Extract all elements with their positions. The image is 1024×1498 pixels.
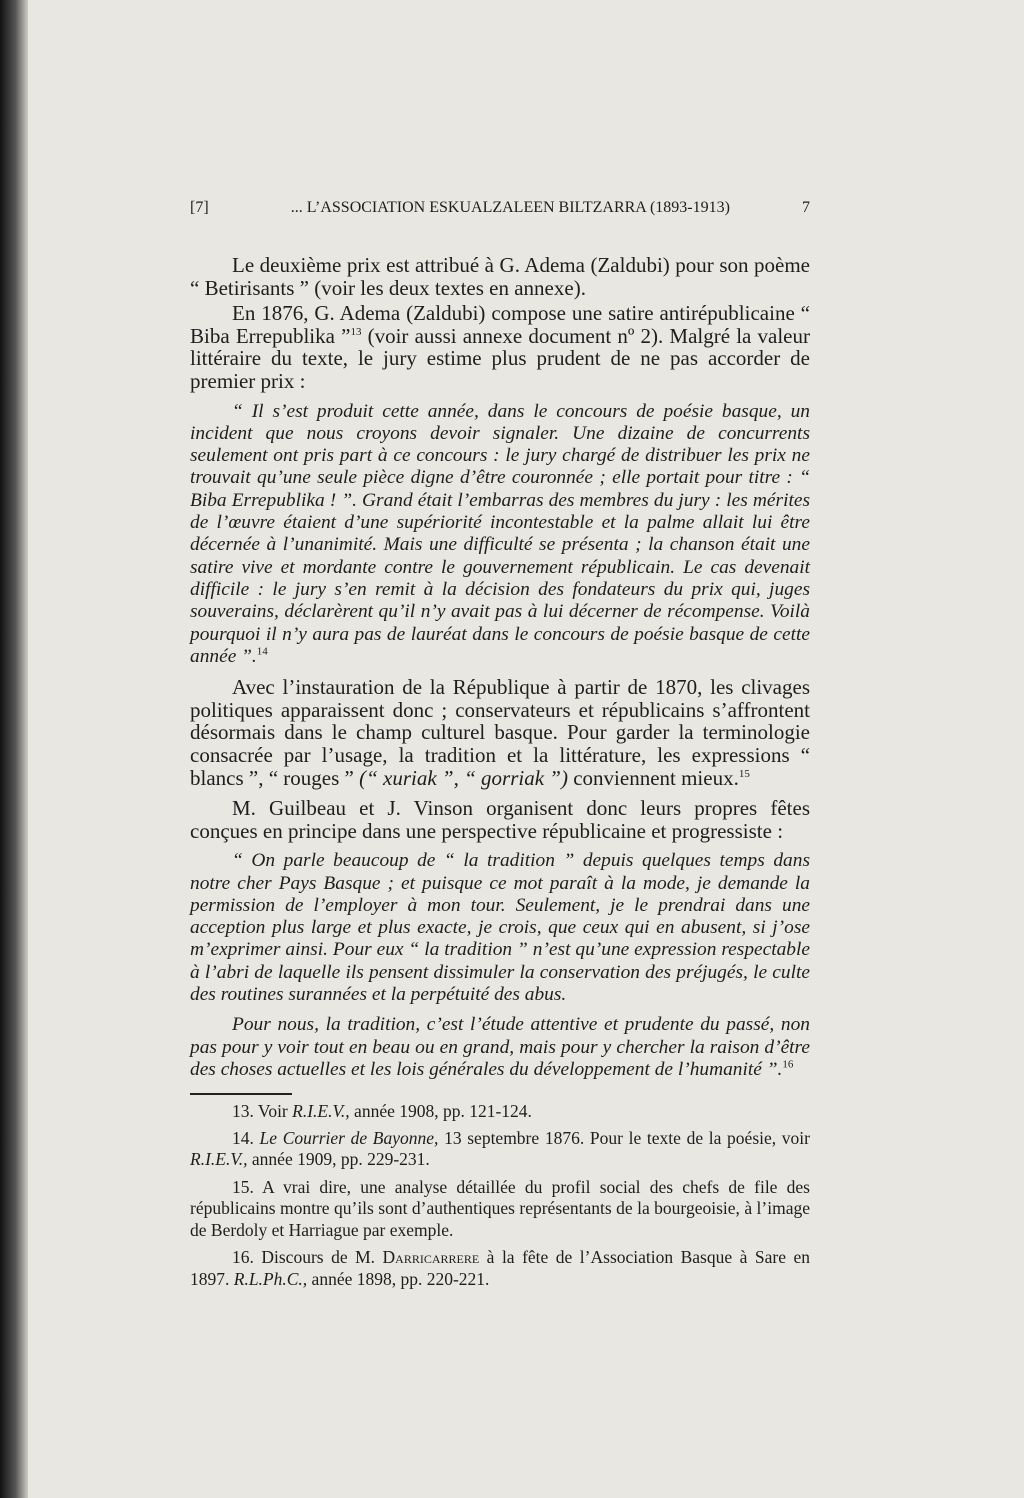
paragraph-text: Le deuxième prix est attribué à G. Adema (Zaldubi) pour son poème “ Betirisants ” (voir les deux textes en annexe). bbox=[190, 253, 810, 300]
text: Avec l’instauration de la République à partir de 1870, les clivages politiques apparaissent donc ; conservateurs et républicains s’affrontent désormais dans le champ culturel basque. Pour garder la terminologie consacrée par l’usage, la tradition et la littérature, les expressions “ blancs ”, “ rouges ” bbox=[190, 675, 810, 790]
paragraph-1 bbox=[190, 254, 810, 299]
footnote-ref: 16 bbox=[782, 1058, 794, 1071]
quotation-1 bbox=[190, 401, 810, 669]
running-header bbox=[190, 198, 810, 218]
footnote-13 bbox=[190, 1101, 810, 1123]
text: année 1898, pp. 220-221. bbox=[307, 1268, 490, 1289]
quotation-2 bbox=[190, 850, 810, 1006]
book-spine bbox=[0, 0, 28, 1498]
quote-text bbox=[190, 401, 810, 669]
text-smallcaps: Darricarrere bbox=[382, 1247, 480, 1268]
paragraph-2 bbox=[190, 302, 810, 392]
text-italic: R.L.Ph.C., bbox=[233, 1268, 308, 1289]
text: 14. bbox=[232, 1127, 260, 1148]
paragraph-3 bbox=[190, 676, 810, 789]
page-number: 7 bbox=[802, 199, 810, 216]
footnote-rule bbox=[190, 1093, 292, 1095]
footnote-15: 15. A vrai dire, une analyse détaillée du profil social des chefs de file des républicains montre qu’ils sont d’authentiques représentants de la bourgeoisie, à l’image de Berdoly et Harriague par exemple. bbox=[190, 1176, 810, 1240]
footnotes bbox=[190, 1101, 810, 1290]
text-italic: (“ xuriak ”, “ gorriak ”) bbox=[359, 765, 568, 790]
paragraph-4 bbox=[190, 797, 810, 842]
text: “ Il s’est produit cette année, dans le concours de poésie basque, un incident que nous croyons devoir signaler. Une dizaine de concurrents seulement ont pris part à ce concours : le jury chargé de distribuer les prix ne trouvait qu’une seule pièce digne d’être couronnée ; elle portait pour titre : “ Biba Errepublika ! ”. Grand était l’embarras des membres du jury : les mérites de l’œuvre étaient d’une supériorité incontestable et la palme allait lui être décernée à l’unanimité. Mais une difficulté se présenta ; la chanson était une satire vive et mordante contre le gouvernement républicain. Le cas devenait difficile : le jury s’en remit à la décision des fondateurs du prix qui, juges souverains, déclarèrent qu’il n’y avait pas à lui décerner de récompense. Voilà pourquoi il n’y aura pas de lauréat dans le concours de poésie basque de cette année ”. bbox=[190, 400, 810, 667]
text-column bbox=[190, 0, 810, 1330]
text-italic: R.I.E.V., bbox=[190, 1149, 248, 1170]
text: (voir aussi annexe document nº 2). Malgré la valeur littéraire du texte, le jury estime plus prudent de ne pas accorder de premier prix : bbox=[190, 323, 810, 393]
footnote-ref: 15 bbox=[738, 767, 750, 780]
paragraph-text bbox=[190, 676, 810, 789]
quote-text bbox=[190, 1014, 810, 1081]
text-italic: R.I.E.V., bbox=[292, 1101, 350, 1122]
text: 13 septembre 1876. Pour le texte de la poésie, voir bbox=[438, 1127, 810, 1148]
section-number: [7] bbox=[190, 199, 209, 216]
text: à la fête de l’Association Basque à Sare en 1897. bbox=[190, 1247, 810, 1289]
paragraph-text: M. Guilbeau et J. Vinson organisent donc leurs propres fêtes conçues en principe dans une perspective républicaine et progressiste : bbox=[190, 796, 810, 843]
text: En 1876, G. Adema (Zaldubi) compose une satire antirépublicaine “ Biba Errepublika ” bbox=[190, 301, 810, 348]
running-title: ... L’ASSOCIATION ESKUALZALEEN BILTZARRA (1893-1913) bbox=[290, 199, 730, 216]
footnote-ref: 14 bbox=[256, 645, 268, 658]
quotation-3 bbox=[190, 1014, 810, 1081]
footnote-16 bbox=[190, 1247, 810, 1290]
text: 13. Voir bbox=[232, 1101, 293, 1122]
paragraph-text bbox=[190, 302, 810, 392]
text: Pour nous, la tradition, c’est l’étude attentive et prudente du passé, non pas pour y voir tout en beau ou en grand, mais pour y chercher la raison d’être des choses actuelles et les lois générales du développement de l’humanité ”. bbox=[190, 1014, 810, 1080]
footnote-ref: 13 bbox=[350, 325, 362, 338]
text: conviennent mieux. bbox=[567, 765, 739, 790]
footnote-14 bbox=[190, 1128, 810, 1171]
text-italic: Le Courrier de Bayonne, bbox=[259, 1127, 439, 1148]
text: 16. Discours de M. bbox=[232, 1247, 383, 1268]
quote-text: “ On parle beaucoup de “ la tradition ” depuis quelques temps dans notre cher Pays Basque ; et puisque ce mot paraît à la mode, je demande la permission de l’employer à mon tour. Seulement, je le prendrai dans une acception plus large et plus exacte, je crois, que ceux qui en abusent, si j’ose m’exprimer ainsi. Pour eux “ la tradition ” n’est qu’une expression respectable à l’abri de laquelle ils pensent dissimuler la conservation des préjugés, le culte des routines surannées et la perpétuité des abus. bbox=[190, 850, 810, 1006]
text: année 1908, pp. 121-124. bbox=[349, 1101, 532, 1122]
text: année 1909, pp. 229-231. bbox=[247, 1149, 430, 1170]
